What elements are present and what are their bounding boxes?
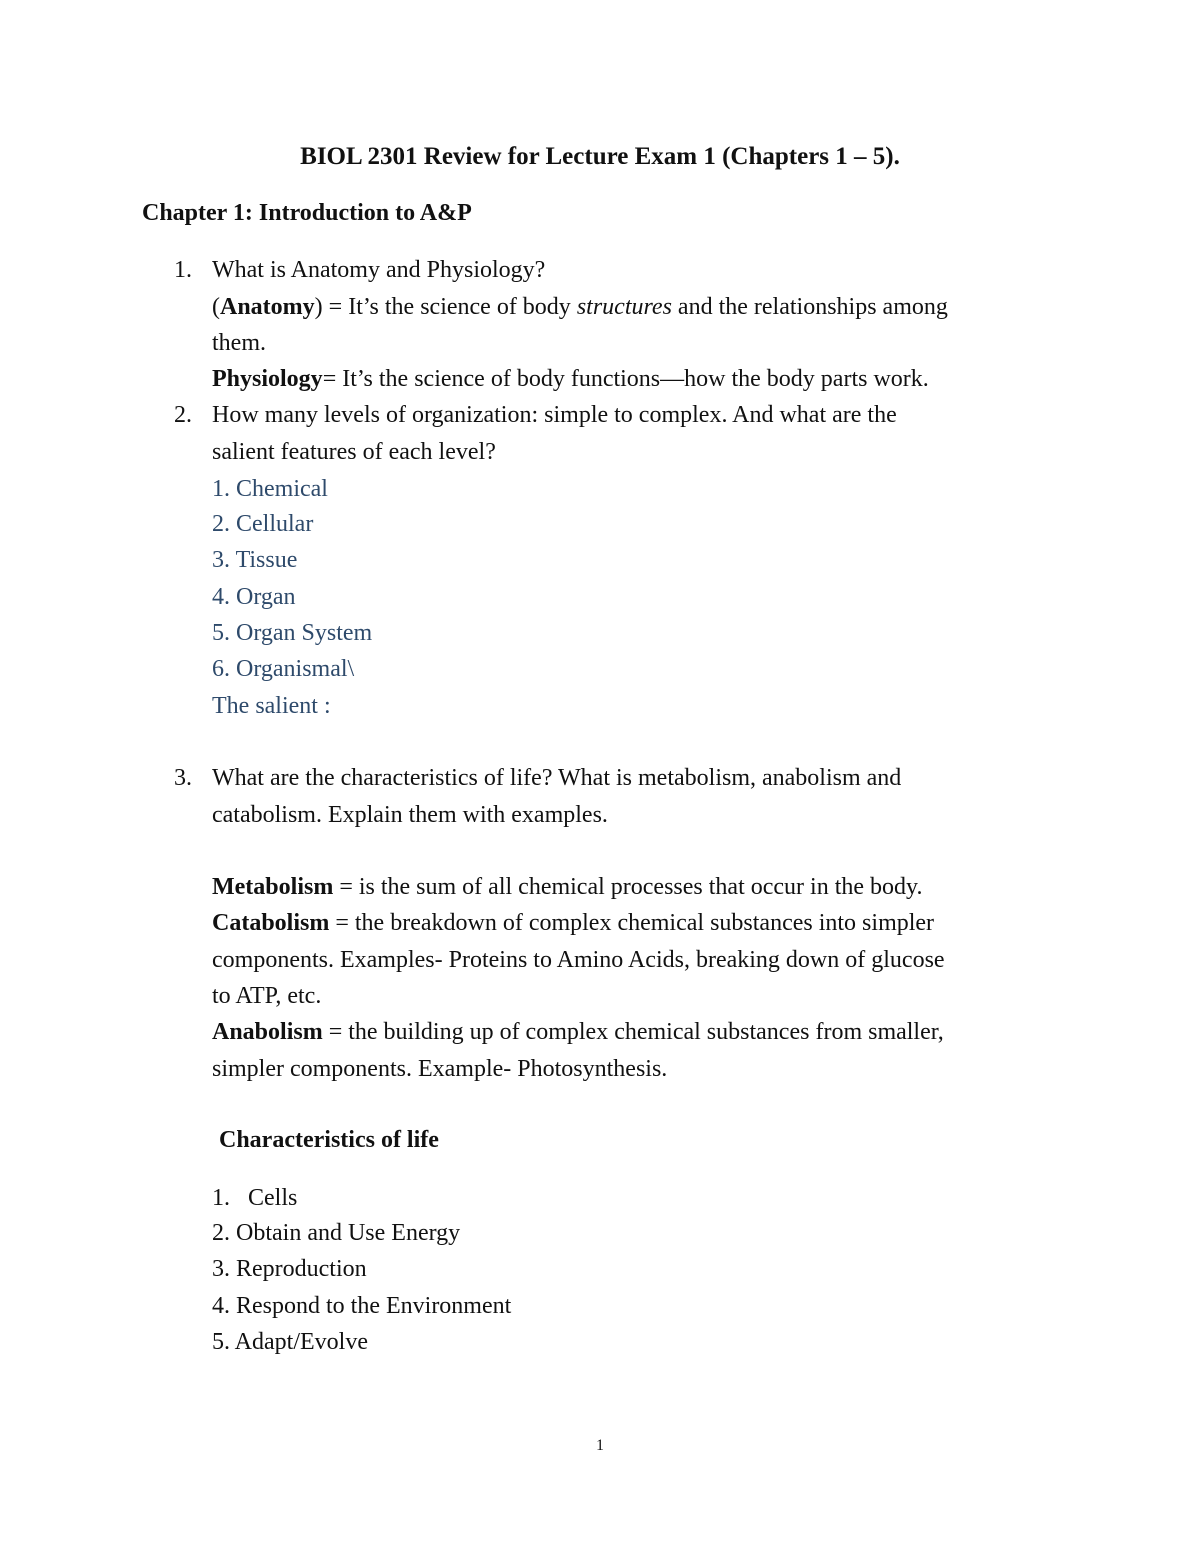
characteristics-heading: Characteristics of life [219, 1127, 439, 1153]
level-item: 6. Organismal\ [212, 656, 355, 682]
characteristic-item: 2. Obtain and Use Energy [212, 1220, 461, 1246]
anatomy-def-a: = It’s the science of body [322, 294, 577, 320]
level-item: 3. Tissue [212, 547, 298, 573]
characteristic-item: 4. Respond to the Environment [212, 1293, 512, 1319]
anabolism-definition [212, 1020, 944, 1044]
anatomy-term: Anatomy [220, 294, 315, 320]
q2-question-a: How many levels of organization: simple to complex. And what are the [212, 402, 897, 428]
physiology-definition-line [212, 367, 929, 391]
catabolism-def-b: components. Examples- Proteins to Amino Acids, breaking down of glucose [212, 947, 945, 973]
document-title: BIOL 2301 Review for Lecture Exam 1 (Chapters 1 – 5). [300, 143, 900, 170]
salient-label: The salient : [212, 693, 331, 719]
catabolism-term: Catabolism [212, 910, 330, 936]
anabolism-def-a: = the building up of complex chemical substances from smaller, [322, 1019, 944, 1045]
physiology-term: Physiology [212, 366, 323, 392]
characteristic-item: 3. Reproduction [212, 1256, 367, 1282]
level-item: 5. Organ System [212, 620, 373, 646]
metabolism-def: = is the sum of all chemical processes that occur in the body. [333, 874, 923, 900]
level-item: 1. Chemical [212, 476, 328, 502]
q2-number: 2. [174, 402, 192, 428]
catabolism-def-c: to ATP, etc. [212, 983, 322, 1009]
characteristic-item: 5. Adapt/Evolve [212, 1329, 368, 1355]
anabolism-term: Anabolism [212, 1019, 323, 1045]
catabolism-definition [212, 911, 934, 935]
q1-number: 1. [174, 257, 192, 283]
q3-question-b: catabolism. Explain them with examples. [212, 802, 608, 828]
metabolism-term: Metabolism [212, 874, 334, 900]
q2-question-b: salient features of each level? [212, 439, 496, 465]
physiology-def: = It’s the science of body functions—how the body parts work. [322, 366, 929, 392]
metabolism-definition [212, 875, 922, 899]
anatomy-close-paren: ) [314, 294, 323, 320]
anatomy-def-c: them. [212, 330, 266, 356]
anabolism-def-b: simpler components. Example- Photosynthesis. [212, 1056, 668, 1082]
anatomy-open-paren: ( [212, 294, 220, 320]
level-item: 2. Cellular [212, 511, 314, 537]
characteristic-item: 1. Cells [212, 1185, 298, 1211]
level-item: 4. Organ [212, 584, 296, 610]
anatomy-def-b: and the relationships among [671, 294, 948, 320]
q3-number: 3. [174, 765, 192, 791]
q3-question-a: What are the characteristics of life? What is metabolism, anabolism and [212, 765, 902, 791]
q1-question: What is Anatomy and Physiology? [212, 257, 546, 283]
anatomy-def-italic: structures [576, 294, 672, 320]
chapter-heading: Chapter 1: Introduction to A&P [142, 200, 472, 226]
anatomy-definition-line [212, 295, 948, 319]
page-number: 1 [596, 1437, 604, 1454]
catabolism-def-a: = the breakdown of complex chemical substances into simpler [329, 910, 935, 936]
